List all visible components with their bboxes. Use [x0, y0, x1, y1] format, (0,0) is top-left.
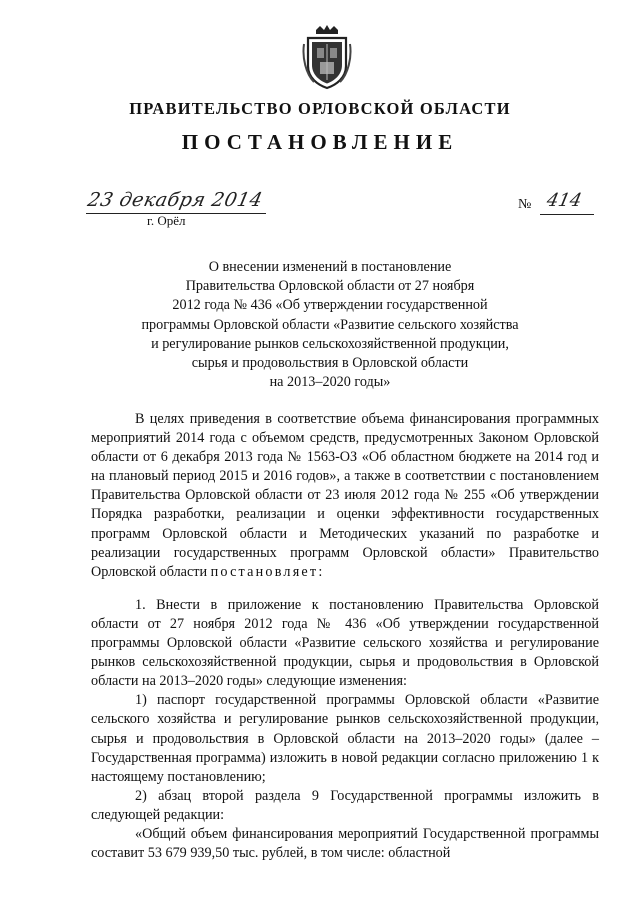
item-1-paragraph: 1. Внести в приложение к постановлению Правительства Орловской области от 27 ноября 2012 года № 436 «Об утверждении государственной программы Орловской области «Развитие сельского хозяйства и регулирование рынков сельскохозяйственной продукции, сырья и продовольствия в Орловской области на 2013–2020 годы» следующие изменения:	[91, 596, 599, 690]
number-label: №	[518, 197, 532, 212]
sub-item-1-paragraph: 1) паспорт государственной программы Орловской области «Развитие сельского хозяйства и регулирование рынков сельскохозяйственной продукции, сырья и продовольствия в Орловской области на 2013–2020 годы» (далее – Государственная программа) изложить в новой редакции согласно приложению 1 к настоящему постановлению;	[91, 692, 599, 785]
document-subject	[120, 258, 540, 392]
subject-line: сырья и продовольствия в Орловской области	[191, 355, 469, 372]
organization-name: ПРАВИТЕЛЬСТВО ОРЛОВСКОЙ ОБЛАСТИ	[129, 99, 511, 118]
sub-item-2-paragraph: 2) абзац второй раздела 9 Государственной программы изложить в следующей редакции:	[91, 787, 599, 823]
subject-line: и регулирование рынков сельскохозяйственной продукции,	[151, 335, 509, 352]
city-label: г. Орёл	[147, 213, 186, 228]
handwritten-date: 23 декабря 2014	[85, 189, 265, 211]
subject-line: 2012 года № 436 «Об утверждении государственной	[172, 297, 488, 314]
subject-line: О внесении изменений в постановление	[208, 259, 452, 275]
subject-line: программы Орловской области «Развитие сельского хозяйства	[141, 316, 519, 333]
document-body	[91, 410, 599, 863]
preamble-paragraph	[91, 410, 599, 582]
number-underline	[540, 214, 594, 215]
document-type-title: ПОСТАНОВЛЕНИЕ	[181, 130, 459, 154]
subject-line: Правительства Орловской области от 27 ноября	[185, 278, 475, 295]
subject-line: на 2013–2020 годы»	[269, 374, 391, 391]
coat-of-arms-emblem	[302, 24, 352, 90]
quoted-text-paragraph: «Общий объем финансирования мероприятий Государственной программы составит 53 679 939,50 тыс. рублей, в том числе: областной	[91, 825, 599, 862]
resolves-keyword: постановляет:	[210, 563, 325, 580]
preamble-text: В целях приведения в соответствие объема финансирования программных мероприятий 2014 года с объемом средств, предусмотренных Законом Орловской области от 6 декабря 2013 года № 1563-ОЗ «Об областном бюджете на 2014 год и на плановый период 2015 и 2016 годов», а также в соответствии с постановлением Правительства Орловской области от 23 июля 2012 года № 255 «Об утверждении Порядка разработки, реализации и оценки эффективности государственных программ Орловской области и Методических указаний по разработке и реализации государственных программ Орловской области» Правительство Орловской области	[91, 411, 599, 580]
handwritten-number: 414	[544, 190, 584, 211]
